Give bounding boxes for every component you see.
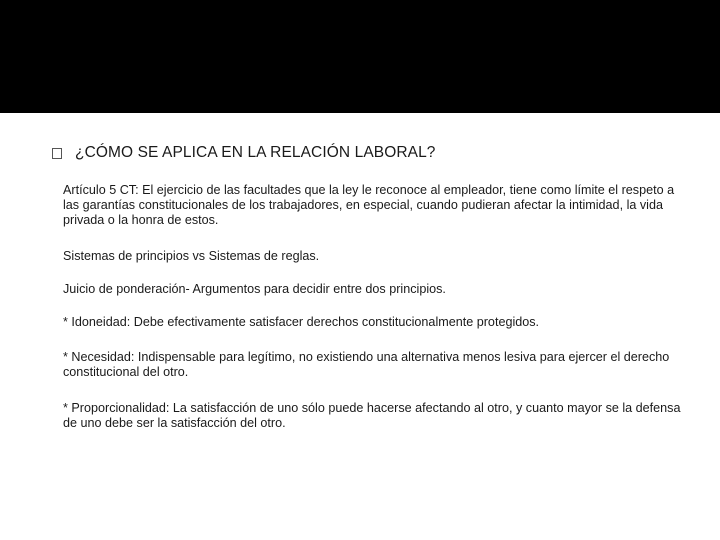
paragraph-suitability: * Idoneidad: Debe efectivamente satisfacer derechos constitucionalmente protegidos. [63, 315, 540, 330]
header-band [0, 0, 720, 113]
slide-heading: ¿CÓMO SE APLICA EN LA RELACIÓN LABORAL? [75, 144, 436, 161]
square-bullet-icon [52, 148, 62, 159]
heading-row [52, 144, 692, 162]
paragraph-proportionality: * Proporcionalidad: La satisfacción de uno sólo puede hacerse afectando al otro, y cuanto mayor se la defensa de uno debe ser la satisfacción del otro. [63, 400, 681, 430]
paragraph-necessity: * Necesidad: Indispensable para legítimo, no existiendo una alternativa menos lesiva para ejercer el derecho constitucional del otro. [63, 350, 670, 380]
paragraph-systems: Sistemas de principios vs Sistemas de reglas. [63, 248, 320, 263]
slide-body [63, 183, 681, 431]
paragraph-article-5: Artículo 5 CT: El ejercicio de las facultades que la ley le reconoce al empleador, tiene como límite el respeto a las garantías constitucionales de los trabajadores, en especial, cuando pudieran afectar la intimidad, la vida privada o la honra de estos. [63, 183, 675, 228]
paragraph-weighing: Juicio de ponderación- Argumentos para decidir entre dos principios. [63, 281, 446, 296]
